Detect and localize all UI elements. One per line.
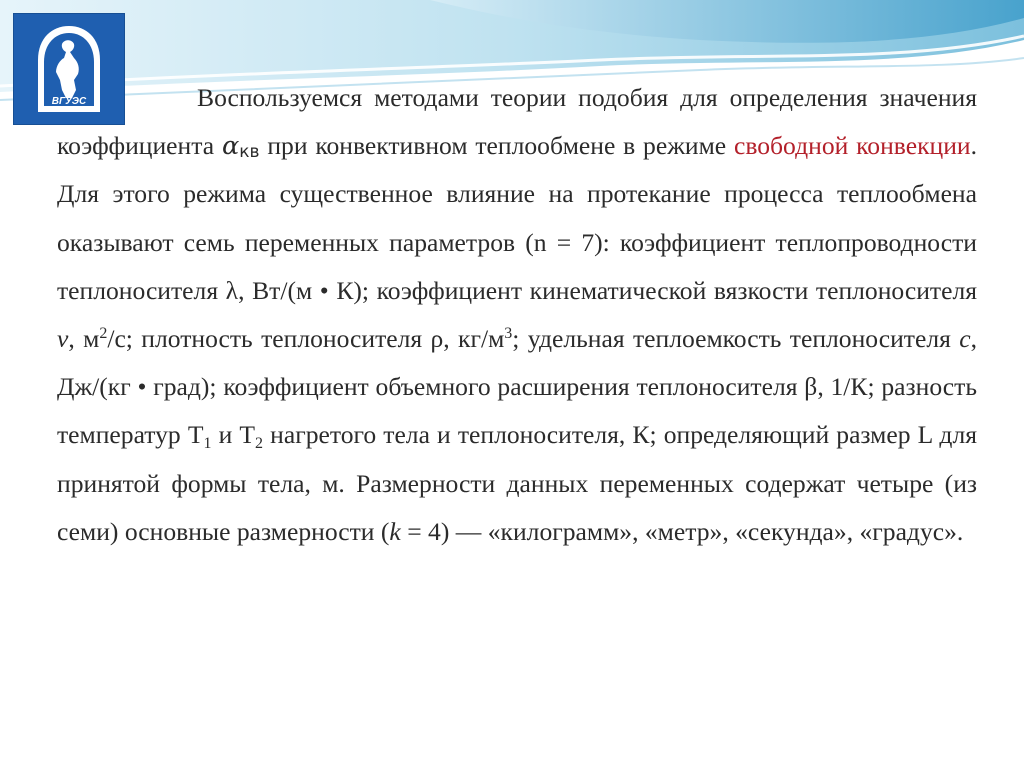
text-run: нагретого тела и теплоносителя, К; определяющий размер L для принятой формы тела, м. Размерности данных переменных содержат четыре (из семи) основные размерности ( <box>57 420 977 546</box>
subscript-1: 1 <box>203 435 212 453</box>
text-run: Воспользуемся методами теории подобия для определения значения коэффициента <box>57 83 977 161</box>
highlighted-term: свободной конвекции <box>733 131 971 161</box>
nu-symbol: ν <box>57 324 69 354</box>
text-run: ; удельная теплоемкость теплоносителя <box>512 324 960 354</box>
text-run: = 4) — «килограмм», «метр», «секунда», «градус». <box>400 516 964 546</box>
text-run: и Т <box>211 420 256 450</box>
k-symbol: k <box>389 516 401 546</box>
main-paragraph <box>57 74 977 556</box>
subscript-2: 2 <box>255 435 264 453</box>
text-run: , Дж/(кг • град); коэффициент объемного расширения теплоносителя β, 1/К; разность температур Т <box>57 324 977 450</box>
superscript-2: 2 <box>99 325 108 343</box>
svg-text:ВГУЭС: ВГУЭС <box>51 96 87 107</box>
alpha-subscript: кв <box>239 142 260 163</box>
c-symbol: c <box>959 324 971 354</box>
text-run: при конвективном теплообмене в режиме <box>259 131 734 161</box>
text-run: . Для этого режима существенное влияние на протекание процесса теплообмена оказывают семь переменных параметров (n = 7): коэффициент теплопроводности теплоносителя λ, Вт/(м • К); коэффициент кинематической вязкости теплоносителя <box>57 131 977 305</box>
text-run: , м <box>68 324 100 354</box>
superscript-3: 3 <box>504 325 513 343</box>
alpha-symbol: α <box>221 131 240 162</box>
body-text <box>57 74 977 556</box>
text-run: /с; плотность теплоносителя ρ, кг/м <box>107 324 505 354</box>
